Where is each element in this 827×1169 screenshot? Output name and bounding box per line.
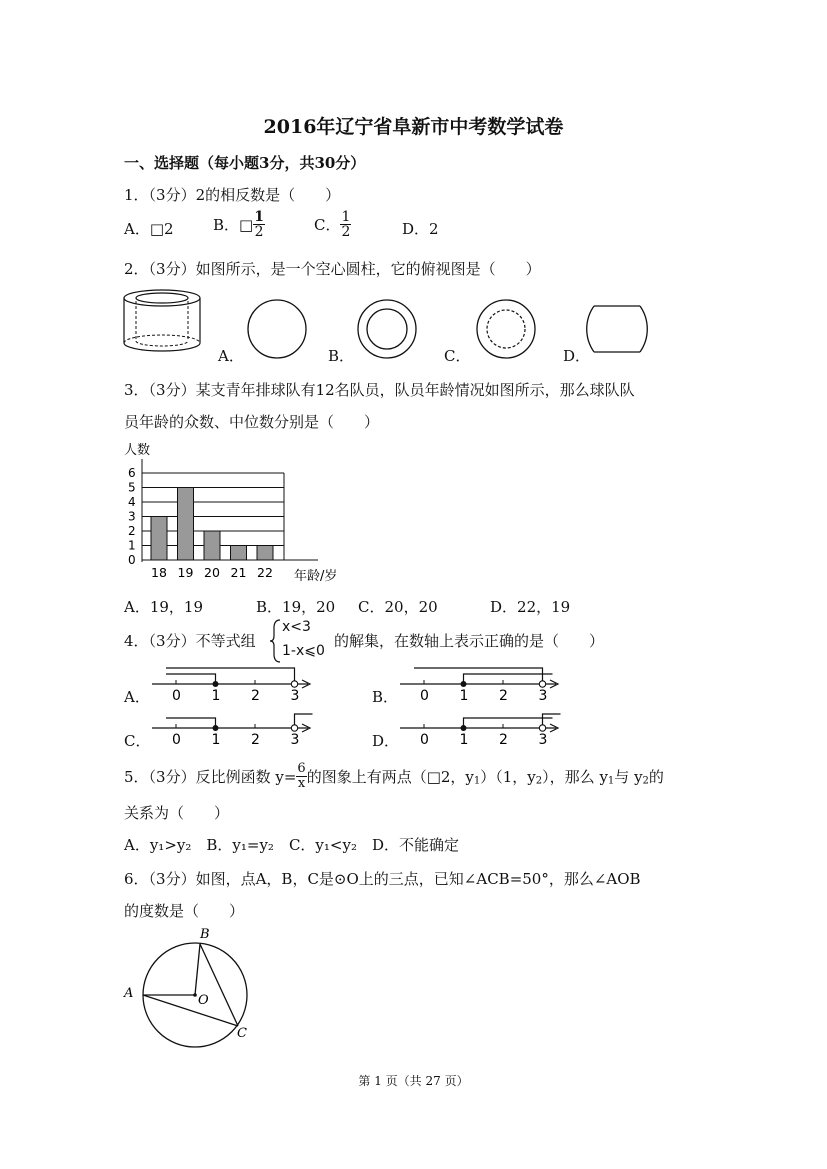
- numberline-tick-label: 1: [459, 688, 469, 704]
- chart-xtick-label: 21: [230, 565, 247, 580]
- numberline-tick-label: 2: [499, 688, 508, 704]
- q1-option-b: B．□ $\frac{1}{2}$: [213, 209, 264, 240]
- q3-stem-line1: 3．（3分）某支青年排球队有12名队员，队员年龄情况如图所示，那么球队队: [124, 381, 635, 399]
- q4-numberline-b: [398, 662, 568, 702]
- chart-xlabel: 年龄/岁: [294, 569, 338, 584]
- numberline-tick-label: 2: [499, 732, 508, 748]
- open-point: [291, 725, 297, 731]
- numberline-tick-label: 3: [290, 732, 300, 748]
- numberline-tick-label: 1: [211, 732, 221, 748]
- chart-xtick-label: 22: [257, 565, 273, 580]
- solid-point: [461, 725, 467, 731]
- numberline-tick-label: 0: [172, 732, 181, 748]
- inequality-2: 1-x⩽0: [282, 643, 325, 659]
- numberline-tick-label: 3: [290, 688, 300, 704]
- open-point: [539, 681, 545, 687]
- chart-bar: [231, 546, 247, 561]
- q1-stem: 1．（3分）2的相反数是（ ）: [124, 186, 341, 204]
- q4-stem-post: 的解集，在数轴上表示正确的是（ ）: [334, 632, 605, 650]
- q3-option-c: C．20，20: [358, 598, 438, 616]
- chart-bar: [178, 488, 194, 561]
- q4-option-b: B．: [372, 688, 399, 706]
- age-bar-chart: [120, 438, 360, 588]
- q2-option-a: A．: [218, 347, 244, 365]
- q2-figure-b-rings: [355, 297, 425, 361]
- open-point: [539, 725, 545, 731]
- q3-option-a: A．19，19: [124, 598, 204, 616]
- point-b-label: B: [200, 927, 210, 942]
- numberline-tick-label: 3: [538, 732, 548, 748]
- q4-numberline-d: [398, 706, 568, 746]
- q2-figure-a-circle: [245, 297, 315, 361]
- q3-option-b: B．19，20: [256, 598, 336, 616]
- chart-ytick-label: 4: [128, 495, 136, 509]
- page-footer: 第 1 页（共 27 页）: [358, 1074, 469, 1088]
- solid-point: [213, 725, 219, 731]
- q5-stem-line2: 关系为（ ）: [124, 804, 230, 822]
- q3-option-d: D．22，19: [490, 598, 571, 616]
- chart-ytick-label: 2: [128, 524, 136, 538]
- numberline-tick-label: 2: [251, 732, 260, 748]
- q4-numberline-c: [150, 706, 320, 746]
- q4-option-c: C．: [124, 732, 151, 750]
- inequality-brace: [270, 618, 282, 664]
- chart-xtick-label: 20: [204, 565, 220, 580]
- numberline-tick-label: 0: [420, 688, 429, 704]
- q2-figure-d-arcs: [588, 300, 658, 364]
- chart-xtick-label: 18: [151, 565, 167, 580]
- q1-option-a: A．□2: [124, 220, 174, 238]
- q6-stem-line1: 6．（3分）如图，点A，B，C是⊙O上的三点，已知∠ACB=50°，那么∠AOB: [124, 870, 641, 888]
- inequality-1: x<3: [282, 619, 311, 635]
- page-title: 2016年辽宁省阜新市中考数学试卷: [263, 116, 564, 138]
- numberline-tick-label: 1: [459, 732, 469, 748]
- q2-option-b: B．: [328, 347, 355, 365]
- solid-point: [213, 681, 219, 687]
- chart-bar: [257, 546, 273, 561]
- q2-stem: 2．（3分）如图所示，是一个空心圆柱，它的俯视图是（ ）: [124, 260, 541, 278]
- q6-stem-line2: 的度数是（ ）: [124, 902, 245, 920]
- solution-ray: [166, 674, 216, 684]
- q2-option-d: D．: [563, 347, 591, 365]
- chart-ytick-label: 5: [128, 480, 136, 495]
- chart-bar: [204, 531, 220, 560]
- solution-ray: [166, 668, 295, 684]
- hollow-cylinder-figure: [120, 288, 210, 358]
- q1-option-d: D．2: [402, 220, 439, 238]
- q4-option-a: A．: [124, 688, 150, 706]
- numberline-tick-label: 3: [538, 688, 548, 704]
- q4-stem-pre: 4．（3分）不等式组: [124, 632, 256, 650]
- q4-option-d: D．: [372, 732, 400, 750]
- q2-option-c: C．: [444, 347, 471, 365]
- solution-ray: [414, 668, 543, 684]
- chart-bar: [151, 517, 167, 561]
- section-heading: 一、选择题（每小题3分，共30分）: [124, 154, 366, 172]
- open-point: [291, 681, 297, 687]
- chart-ytick-label: 0: [128, 553, 136, 567]
- q5-stem: 5．（3分）反比例函数 y= $\frac{6}{x}$ 的图象上有两点（□2，$y_1)(1$，$y_2$），那么 $y_1$与 $y_2$的: [124, 761, 664, 791]
- numberline-tick-label: 2: [251, 688, 260, 704]
- chart-ytick-label: 1: [128, 538, 136, 553]
- q2-figure-c-dashed-ring: [474, 297, 544, 361]
- numberline-tick-label: 1: [211, 688, 221, 704]
- chart-ylabel: 人数: [124, 443, 151, 458]
- point-o-label: O: [198, 993, 209, 1008]
- point-c-label: C: [237, 1026, 247, 1041]
- q4-numberline-a: [150, 662, 320, 702]
- chart-ytick-label: 3: [128, 509, 136, 524]
- numberline-tick-label: 0: [420, 732, 429, 748]
- solid-point: [461, 681, 467, 687]
- point-a-label: A: [124, 986, 134, 1001]
- chart-xtick-label: 19: [177, 565, 194, 580]
- circle-geometry-figure: [120, 922, 260, 1046]
- chart-ytick-label: 6: [128, 466, 136, 480]
- numberline-tick-label: 0: [172, 688, 181, 704]
- solution-ray: [166, 718, 216, 728]
- q5-options: A．y₁>y₂ B．y₁=y₂ C．y₁<y₂ D．不能确定: [124, 836, 459, 854]
- q3-stem-line2: 员年龄的众数、中位数分别是（ ）: [124, 413, 380, 431]
- q1-option-c: C． $\frac{1}{2}$: [314, 209, 351, 240]
